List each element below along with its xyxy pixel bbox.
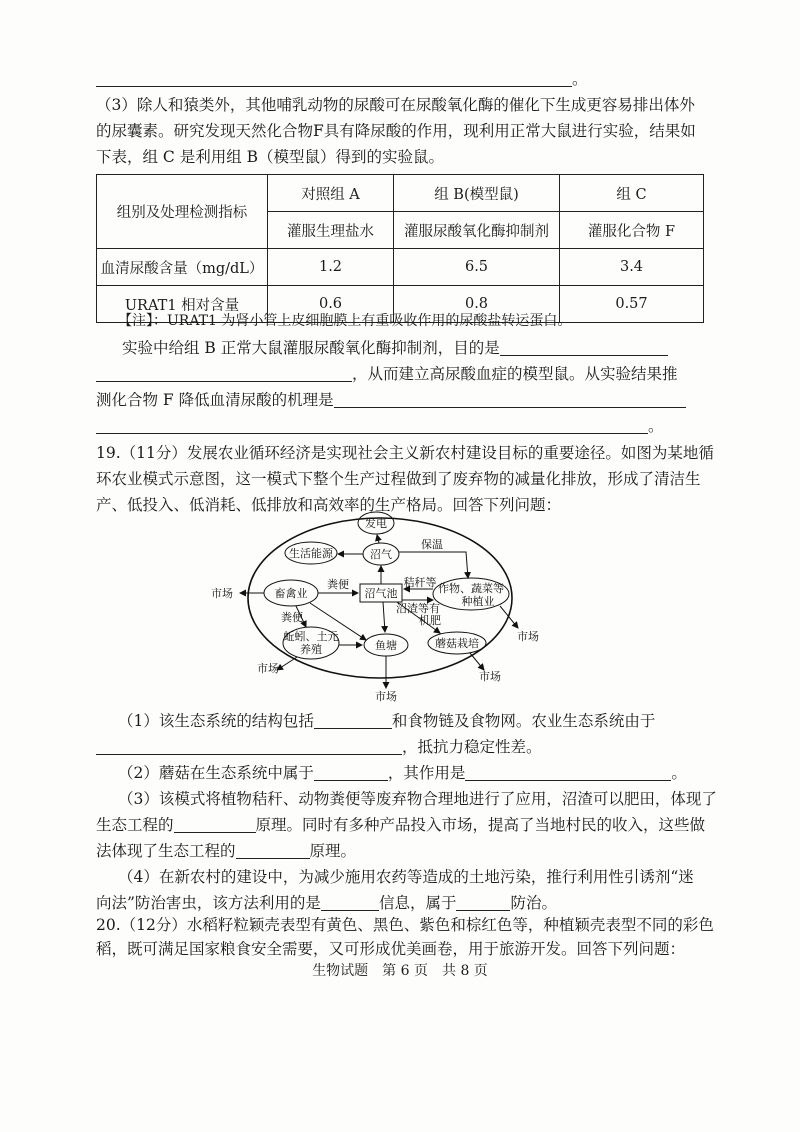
punctuation: 。 — [671, 764, 687, 782]
edge-residue-2: 机肥 — [419, 614, 441, 627]
answer-blank[interactable] — [334, 389, 686, 408]
q19-sub3-text: 原理。 — [309, 842, 357, 860]
market-label-right: 市场 — [517, 630, 539, 643]
biogas-label: 沼气 — [370, 548, 392, 561]
q19-sub3-text: 法体现了生态工程的 — [96, 842, 236, 860]
answer-blank[interactable] — [500, 337, 668, 356]
page-footer: 生物试题 第 6 页 共 8 页 — [312, 963, 488, 979]
arrow-digester-fishpond — [383, 602, 385, 632]
q19-sub3-line: （3）该模式将植物秸秆、动物粪便等废弃物合理地进行了应用，沼渣可以肥田，体现了 — [118, 790, 717, 808]
table-row — [97, 249, 704, 286]
q19-sub3-text: 生态工程的 — [96, 816, 174, 834]
table-cell: 6.5 — [394, 249, 560, 286]
table-cell: 0.57 — [560, 286, 704, 323]
answer-blank[interactable] — [96, 68, 572, 87]
punctuation: 。 — [648, 417, 664, 435]
q19-text-line: 产、低投入、低消耗、低排放和高效率的生产格局。回答下列问题： — [96, 496, 562, 514]
q19-sub1-line — [96, 734, 704, 760]
answer-blank[interactable] — [174, 814, 256, 833]
crops-label-1: 作物、蔬菜等 — [438, 582, 504, 595]
market-label-bl: 市场 — [257, 662, 279, 675]
livestock-label: 畜禽业 — [274, 587, 308, 600]
table-note: 【注】：URAT1 为肾小管上皮细胞膜上有重吸收作用的尿酸盐转运蛋白。 — [118, 313, 572, 329]
q3-ask-text: 实验中给组 B 正常大鼠灌服尿酸氧化酶抑制剂，目的是 — [122, 339, 500, 357]
q20-text-line: 稻，既可满足国家粮食安全需要，又可形成优美画卷，用于旅游开发。回答下列问题： — [96, 940, 686, 958]
q19-sub4-text: 防治。 — [510, 894, 557, 912]
table-header-label: 组别及处理检测指标 — [97, 175, 268, 249]
q19-sub3-line — [96, 812, 704, 838]
edge-residue-1: 沼渣等有 — [396, 602, 440, 615]
q19-text-line: 环农业模式示意图，这一模式下整个生产过程做到了废弃物的减量化排放，形成了清洁生 — [96, 470, 701, 488]
punctuation: 。 — [572, 70, 588, 88]
arrow-mushroom-market — [470, 653, 484, 670]
table-cell: 3.4 — [560, 249, 704, 286]
q19-sub1-text: ，抵抗力稳定性差。 — [402, 738, 542, 756]
edge-manure-2: 粪便 — [281, 611, 303, 624]
q19-sub3-text: 原理。同时有多种产品投入市场，提高了当地村民的收入，这些做 — [255, 816, 706, 834]
q19-sub2-text: （2）蘑菇在生态系统中属于 — [118, 764, 314, 782]
table-cell: 1.2 — [268, 249, 394, 286]
table-treatment: 灌服生理盐水 — [268, 212, 394, 249]
q19-sub3-line — [96, 838, 704, 864]
answer-blank[interactable] — [465, 762, 671, 781]
q19-sub1-line — [118, 708, 704, 734]
market-label-br: 市场 — [479, 670, 501, 683]
table-cell: 0.8 — [394, 286, 560, 323]
q3-ask-line — [96, 387, 704, 413]
fishpond-label: 鱼塘 — [375, 639, 397, 652]
q3-text-line: （3）除人和猿类外，其他哺乳动物的尿酸可在尿酸氧化酶的催化下生成更容易排出体外 — [96, 96, 695, 114]
edge-keep-warm: 保温 — [421, 538, 443, 551]
arrow-crops-market — [500, 606, 518, 628]
q19-text-line: 19.（11分）发展农业循环经济是实现社会主义新农村建设目标的重要途径。如图为某地循 — [96, 444, 714, 462]
answer-line-top — [96, 66, 704, 92]
q3-ask-line — [96, 361, 704, 387]
edge-manure-1: 粪便 — [327, 578, 349, 591]
answer-blank[interactable] — [236, 840, 310, 859]
table-group: 组 B(模型鼠) — [394, 175, 560, 212]
answer-blank[interactable] — [314, 762, 388, 781]
power-label: 发电 — [365, 517, 387, 530]
table-group: 组 C — [560, 175, 704, 212]
arrow-biogas-crops — [399, 552, 468, 578]
answer-blank[interactable] — [456, 892, 510, 911]
digester-label: 沼气池 — [364, 587, 398, 600]
answer-blank[interactable] — [96, 363, 352, 382]
market-label-left: 市场 — [211, 587, 233, 600]
q19-sub4-text: 向法”防治害虫，该方法利用的是 — [96, 894, 321, 912]
table-group: 对照组 A — [268, 175, 394, 212]
arrow-earthworm-market — [277, 657, 297, 670]
q3-ask-text: ，从而建立高尿酸血症的模型鼠。从实验结果推 — [352, 365, 678, 383]
market-label-bottom: 市场 — [375, 690, 397, 703]
q19-sub2-text: ，其作用是 — [387, 764, 466, 782]
table-cell: 0.6 — [268, 286, 394, 323]
earthworm-label-2: 养殖 — [300, 643, 322, 656]
crops-label-2: 种植业 — [461, 595, 495, 608]
answer-blank[interactable] — [96, 736, 402, 755]
circular-agriculture-diagram — [210, 508, 550, 706]
table-treatment: 灌服尿酸氧化酶抑制剂 — [394, 212, 560, 249]
table-row-label: URAT1 相对含量 — [97, 286, 268, 323]
q19-sub1-text: 和食物链及食物网。农业生态系统由于 — [391, 712, 656, 730]
answer-blank[interactable] — [96, 415, 648, 434]
q3-text-line: 的尿囊素。研究发现天然化合物F具有降尿酸的作用，现利用正常大鼠进行实验，结果如 — [96, 122, 696, 140]
q19-sub1-text: （1）该生态系统的结构包括 — [118, 712, 314, 730]
q3-ask-line — [96, 413, 704, 439]
mushroom-label: 蘑菇栽培 — [435, 637, 479, 650]
q19-sub2-line — [118, 760, 704, 786]
q3-ask-text: 测化合物 F 降低血清尿酸的机理是 — [96, 391, 334, 409]
answer-blank[interactable] — [314, 710, 392, 729]
edge-straw: 秸秆等 — [403, 576, 437, 589]
life-energy-label: 生活能源 — [289, 547, 333, 560]
table-row-label: 血清尿酸含量（mg/dL） — [97, 249, 268, 286]
q20-text-line: 20.（12分）水稻籽粒颖壳表型有黄色、黑色、紫色和棕红色等，种植颖壳表型不同的彩色 — [96, 916, 714, 934]
answer-blank[interactable] — [321, 892, 379, 911]
table-treatment: 灌服化合物 F — [560, 212, 704, 249]
q19-sub4-text: 信息，属于 — [378, 894, 457, 912]
earthworm-label-1: 蚯蚓、土元 — [283, 630, 339, 643]
q3-text-line: 下表，组 C 是利用组 B（模型鼠）得到的实验鼠。 — [96, 148, 445, 166]
q3-ask-line — [122, 335, 704, 361]
q19-sub4-line: （4）在新农村的建设中，为减少施用农药等造成的土地污染，推行利用性引诱剂“迷 — [118, 868, 694, 886]
arrow-biogas-power — [377, 535, 379, 543]
experiment-table — [96, 174, 704, 323]
